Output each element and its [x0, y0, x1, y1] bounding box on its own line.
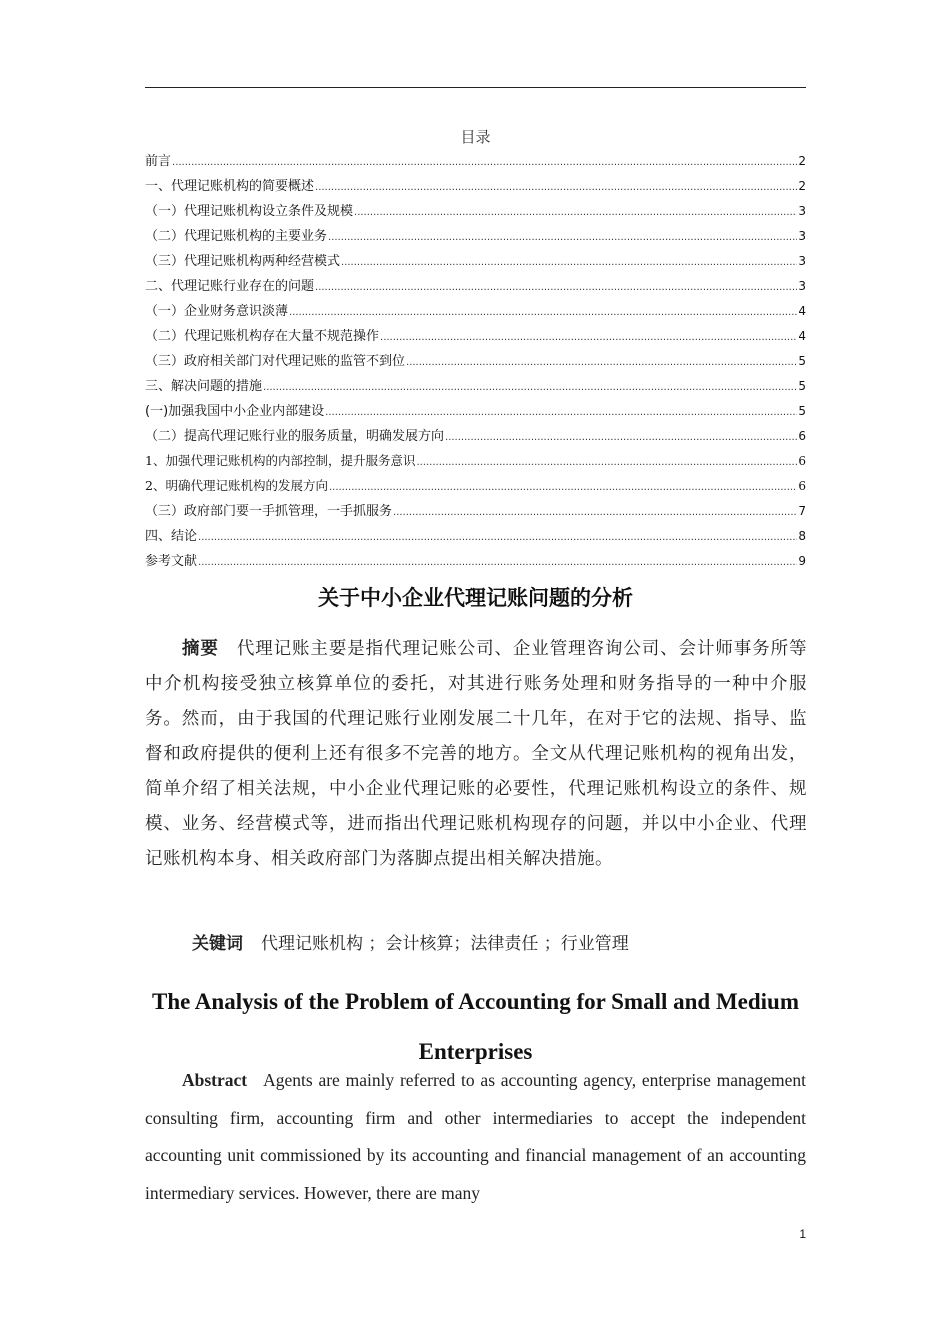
toc-entry-title: 2、明确代理记账机构的发展方向 — [145, 478, 328, 493]
toc-leader-dots — [198, 551, 797, 573]
toc-entry[interactable] — [145, 350, 806, 375]
toc-leader-dots — [263, 376, 797, 398]
toc-entry-page: 8 — [798, 529, 806, 543]
toc-entry-page: 9 — [798, 554, 806, 568]
toc-leader-dots — [328, 226, 797, 248]
english-abstract-label: Abstract — [182, 1070, 248, 1090]
toc-entry[interactable] — [145, 375, 806, 400]
toc-entry-title: （二）提高代理记账行业的服务质量，明确发展方向 — [145, 429, 445, 444]
toc-entry-page: 2 — [798, 154, 806, 168]
toc-entry-title: （二）代理记账机构存在大量不规范操作 — [145, 329, 380, 344]
chinese-abstract-label: 摘要 — [182, 639, 219, 659]
toc-entry[interactable] — [145, 150, 806, 175]
english-title: The Analysis of the Problem of Accounting for Small and Medium Enterprises — [151, 989, 800, 1064]
toc-entry-page: 5 — [798, 379, 806, 393]
english-abstract-text: Agents are mainly referred to as accounting agency, enterprise management consulting firm, accounting firm and other intermediaries to accept the independent accounting unit commissioned by its accounting and financial management of an accounting intermediary services. However, there are many — [145, 1070, 806, 1203]
toc-entry-page: 4 — [798, 329, 806, 343]
toc-entry-title: （三）政府相关部门对代理记账的监管不到位 — [145, 354, 406, 369]
toc-leader-dots — [315, 276, 797, 298]
toc-entry-title: 二、代理记账行业存在的问题 — [145, 279, 315, 294]
toc-entry-title: 参考文献 — [145, 554, 198, 569]
toc-entry[interactable] — [145, 325, 806, 350]
toc-entry[interactable] — [145, 225, 806, 250]
header-rule — [145, 87, 806, 88]
toc-entry[interactable] — [145, 475, 806, 500]
toc-entry-page: 7 — [798, 504, 806, 518]
toc-leader-dots — [416, 450, 797, 472]
toc-leader-dots — [341, 251, 797, 273]
toc-leader-dots — [325, 401, 797, 423]
english-abstract — [145, 1062, 806, 1212]
toc-entry-page: 6 — [798, 479, 806, 493]
toc-entry-title: （一）代理记账机构设立条件及规模 — [145, 204, 354, 219]
page-number: 1 — [799, 1227, 806, 1241]
toc-leader-dots — [354, 201, 797, 223]
chinese-abstract — [145, 632, 807, 877]
toc-leader-dots — [289, 301, 797, 323]
toc-leader-dots — [445, 426, 797, 448]
toc-title: 目录 — [460, 128, 491, 146]
toc-entry[interactable] — [145, 425, 806, 450]
chinese-keywords — [192, 929, 629, 954]
toc-entry[interactable] — [145, 500, 806, 525]
table-of-contents — [145, 150, 806, 575]
toc-entry-title: 一、代理记账机构的简要概述 — [145, 179, 315, 194]
toc-entry-title: （一）企业财务意识淡薄 — [145, 304, 289, 319]
toc-leader-dots — [406, 351, 797, 373]
toc-entry-title: （二）代理记账机构的主要业务 — [145, 229, 328, 244]
toc-entry[interactable] — [145, 200, 806, 225]
chinese-abstract-text: 代理记账主要是指代理记账公司、企业管理咨询公司、会计师事务所等中介机构接受独立核算单位的委托，对其进行账务处理和财务指导的一种中介服务。然而，由于我国的代理记账行业刚发展二十几年，在对于它的法规、指导、监督和政府提供的便利上还有很多不完善的地方。全文从代理记账机构的视角出发，简单介绍了相关法规，中小企业代理记账的必要性，代理记账机构设立的条件、规模、业务、经营模式等，进而指出代理记账机构现存的问题，并以中小企业、代理记账机构本身、相关政府部门为落脚点提出相关解决措施。 — [145, 639, 807, 869]
toc-entry-title: 三、解决问题的措施 — [145, 379, 263, 394]
toc-entry-page: 3 — [798, 254, 806, 268]
toc-entry[interactable] — [145, 525, 806, 550]
toc-entry-page: 5 — [798, 404, 806, 418]
toc-entry-page: 3 — [798, 229, 806, 243]
toc-leader-dots — [380, 326, 797, 348]
toc-entry-title: (一)加强我国中小企业内部建设 — [145, 404, 325, 419]
toc-entry[interactable] — [145, 550, 806, 575]
toc-entry[interactable] — [145, 450, 806, 475]
toc-leader-dots — [393, 501, 797, 523]
toc-entry-title: 前言 — [145, 154, 172, 169]
toc-entry[interactable] — [145, 175, 806, 200]
toc-entry[interactable] — [145, 275, 806, 300]
toc-entry-page: 3 — [798, 279, 806, 293]
toc-entry[interactable] — [145, 250, 806, 275]
toc-entry-page: 5 — [798, 354, 806, 368]
toc-leader-dots — [198, 526, 797, 548]
chinese-keywords-label: 关键词 — [192, 934, 243, 954]
toc-entry[interactable] — [145, 400, 806, 425]
toc-entry-title: 1、加强代理记账机构的内部控制，提升服务意识 — [145, 453, 416, 468]
chinese-title: 关于中小企业代理记账问题的分析 — [318, 586, 633, 610]
toc-entry-page: 4 — [798, 304, 806, 318]
toc-entry-title: （三）代理记账机构两种经营模式 — [145, 254, 341, 269]
toc-entry-page: 2 — [798, 179, 806, 193]
toc-entry-title: （三）政府部门要一手抓管理，一手抓服务 — [145, 504, 393, 519]
chinese-keywords-text: 代理记账机构 ；会计核算；法律责任 ；行业管理 — [261, 934, 629, 954]
toc-entry-page: 6 — [798, 454, 806, 468]
toc-entry-page: 3 — [798, 204, 806, 218]
toc-entry-page: 6 — [798, 429, 806, 443]
toc-entry-title: 四、结论 — [145, 529, 198, 544]
toc-leader-dots — [329, 475, 797, 497]
toc-leader-dots — [315, 176, 797, 198]
toc-leader-dots — [172, 151, 797, 173]
toc-entry[interactable] — [145, 300, 806, 325]
